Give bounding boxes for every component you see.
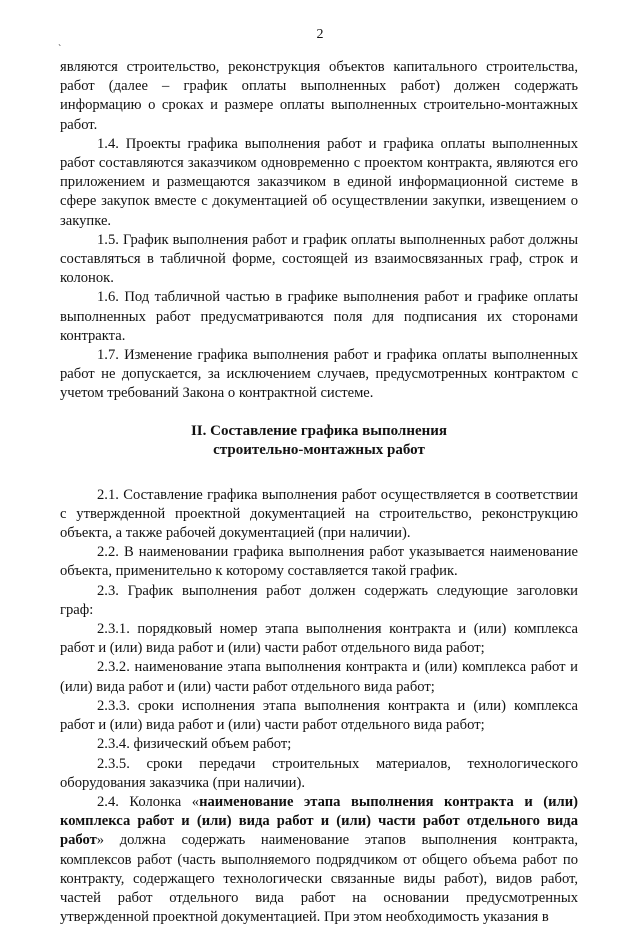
paragraph-2-1: 2.1. Составление графика выполнения работ осуществляется в соответствии с утвержденной проектной документацией на строительство, реконструкцию объекта, а также рабочей документацией (при наличии). <box>60 486 578 542</box>
paragraph-2-4 <box>60 793 578 927</box>
paragraph-1-6: 1.6. Под табличной частью в графике выполнения работ и графике оплаты выполненных работ предусматриваются поля для подписания их сторонами контракта. <box>60 289 578 344</box>
paragraph-2-3-1: 2.3.1. порядковый номер этапа выполнения контракта и (или) комплекса работ и (или) вида работ и (или) части работ отдельного вида работ; <box>60 621 578 657</box>
paragraph-2-3-3: 2.3.3. сроки исполнения этапа выполнения контракта и (или) комплекса работ и (или) вида работ и (или) части работ отдельного вида работ; <box>60 697 578 734</box>
paragraph-1-7: 1.7. Изменение графика выполнения работ и графика оплаты выполненных работ не допускается, за исключением случаев, предусмотренных контрактом с учетом требований Закона о контрактной системе. <box>60 347 578 402</box>
paragraph-2-3: 2.3. График выполнения работ должен содержать следующие заголовки граф: <box>60 582 578 618</box>
paragraph-2-4-bold: наименование этапа выполнения контракта и (или) комплекса работ и (или) вида работ и (или) части работ отдельного вида работ <box>60 793 578 849</box>
document-body <box>60 58 578 927</box>
paragraph-1-5: 1.5. График выполнения работ и график оплаты выполненных работ должны составляться в табличной форме, состоящей из взаимосвязанных граф, строк и колонок. <box>60 231 578 287</box>
section-title <box>60 422 578 460</box>
paragraph-2-4-lead: 2.4. Колонка « <box>97 793 200 810</box>
page-number: 2 <box>316 27 324 42</box>
paragraph-2-3-5: 2.3.5. сроки передачи строительных материалов, технологического оборудования заказчика (при наличии). <box>60 755 578 791</box>
scan-mark: ` <box>58 44 62 55</box>
section-title-line-1: II. Составление графика выполнения <box>190 422 448 439</box>
paragraph-2-3-2: 2.3.2. наименование этапа выполнения контракта и (или) комплекса работ и (или) вида работ и (или) части работ отдельного вида работ; <box>60 659 578 695</box>
paragraph-continuation: являются строительство, реконструкция объектов капитального строительства, работ (далее – график оплаты выполненных работ) должен содержать информацию о сроках и размере оплаты выполненных строительно-монтажных работ. <box>60 59 578 133</box>
section-title-line-2: строительно-монтажных работ <box>213 441 425 458</box>
paragraph-2-3-4: 2.3.4. физический объем работ; <box>97 736 292 753</box>
paragraph-1-4: 1.4. Проекты графика выполнения работ и графика оплаты выполненных работ составляются заказчиком одновременно с проектом контракта, являются его приложением и размещаются заказчиком в единой информационной системе в сфере закупок вместе с документацией об осуществлении закупки, извещением о закупке. <box>60 135 578 229</box>
paragraph-2-4-rest: » должна содержать наименование этапов выполнения контракта, комплексов работ (часть выполняемого подрядчиком от общего объема работ по контракту, содержащего технологически связанные виды работ), видов работ, частей работ отдельного вида работ на основании предусмотренных утвержденной проектной документацией. При этом необходимость указания в <box>60 832 578 926</box>
paragraph-2-2: 2.2. В наименовании графика выполнения работ указывается наименование объекта, применительно к которому составляется такой график. <box>60 544 578 580</box>
